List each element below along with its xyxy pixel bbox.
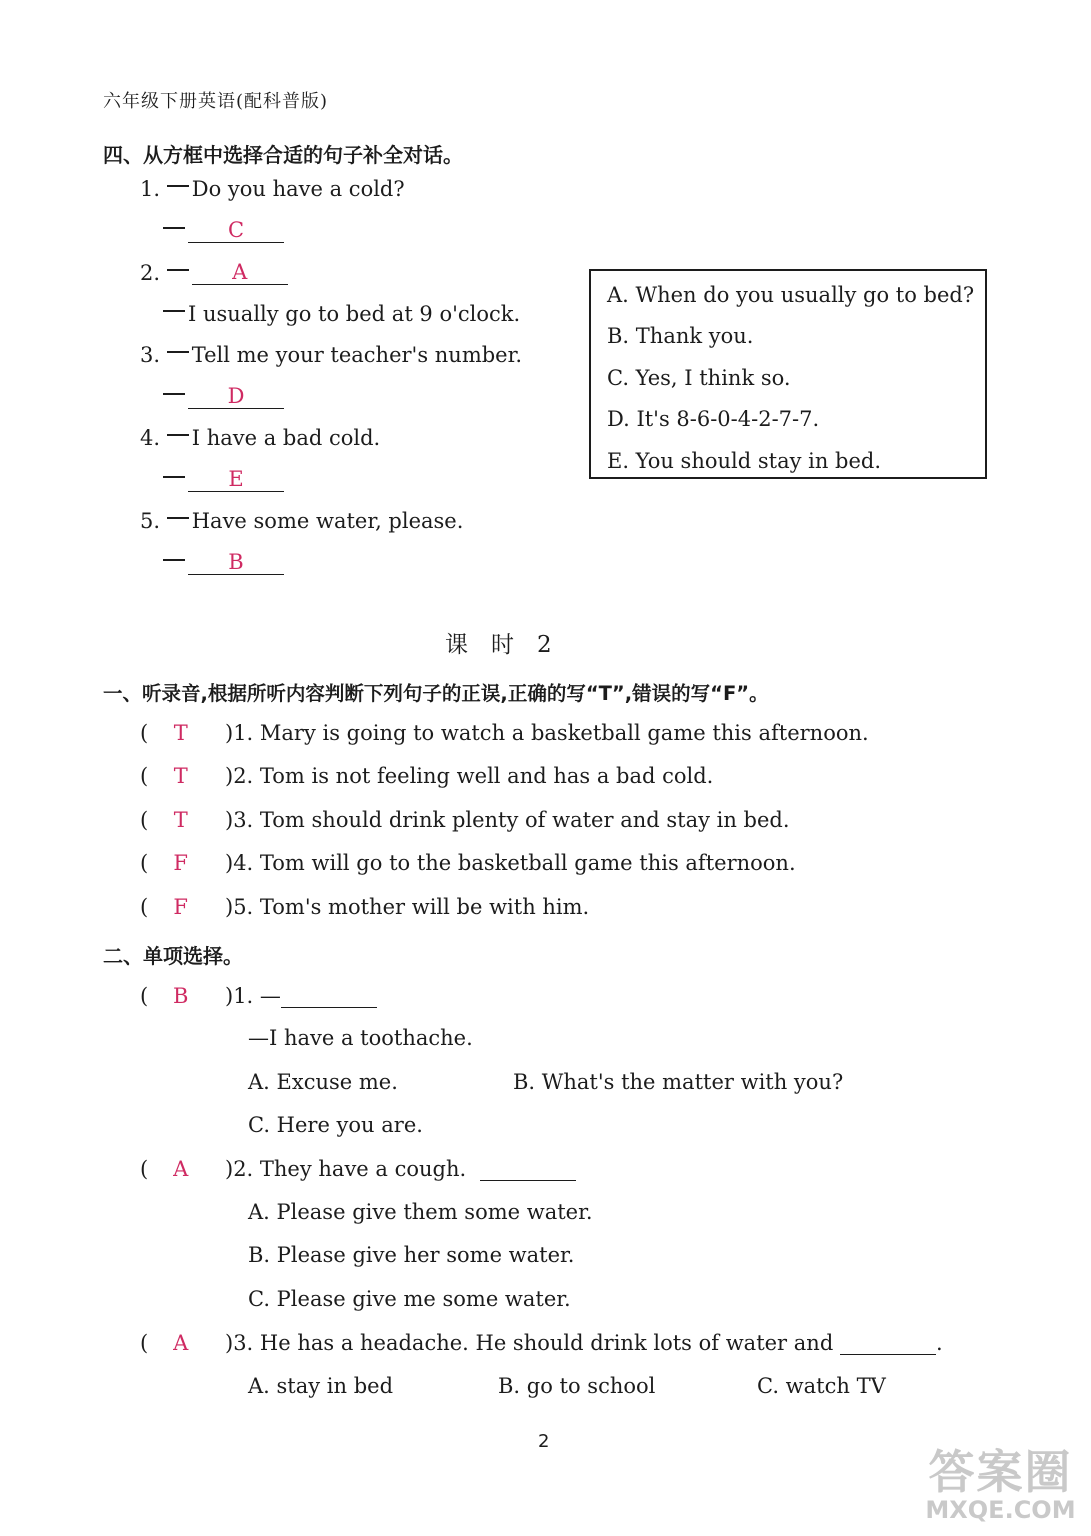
mc-2-option-c: C. Please give me some water. xyxy=(248,1287,571,1311)
handwritten-answer[interactable]: T xyxy=(173,808,188,832)
tf-item-5 xyxy=(140,895,589,919)
handwritten-answer: B xyxy=(228,550,244,574)
open-paren: ( xyxy=(140,851,149,875)
dialogue-4-question xyxy=(140,426,380,450)
dash xyxy=(163,310,185,312)
option-a: A. When do you usually go to bed? xyxy=(607,283,975,307)
question-text: Have some water, please. xyxy=(191,509,464,533)
option-e: E. You should stay in bed. xyxy=(607,449,882,473)
handwritten-answer: A xyxy=(232,260,248,284)
handwritten-answer[interactable]: T xyxy=(173,721,188,745)
watermark-line1: 答案圈 xyxy=(928,1445,1073,1499)
mc-question-1 xyxy=(140,983,377,1008)
mc-3-option-c: C. watch TV xyxy=(757,1374,886,1398)
handwritten-answer[interactable]: A xyxy=(173,1331,189,1355)
tf-item-4 xyxy=(140,851,796,875)
dash xyxy=(167,434,189,436)
handwritten-answer[interactable]: B xyxy=(172,984,189,1008)
watermark-logo xyxy=(918,1445,1083,1524)
question-text: Do you have a cold? xyxy=(191,177,405,201)
dialogue-5-answer-line xyxy=(163,550,284,575)
answer-blank[interactable] xyxy=(840,1330,936,1355)
tf-item-1 xyxy=(140,721,869,745)
option-d: D. It's 8-6-0-4-2-7-7. xyxy=(607,407,820,431)
answer-blank[interactable] xyxy=(188,218,284,243)
answer-blank[interactable] xyxy=(281,983,377,1008)
answer-blank[interactable] xyxy=(188,384,284,409)
open-paren: ( xyxy=(140,764,149,788)
dash xyxy=(163,559,185,561)
open-paren: ( xyxy=(140,721,149,745)
tf-item-3 xyxy=(140,808,790,832)
dialogue-4-answer-line xyxy=(163,467,284,492)
handwritten-answer[interactable]: F xyxy=(173,895,188,919)
statement-text: )5. Tom's mother will be with him. xyxy=(225,895,590,919)
mc-question-2 xyxy=(140,1156,576,1181)
dialogue-3-question xyxy=(140,343,522,367)
mc-question-3 xyxy=(140,1330,943,1355)
item-number: 1. xyxy=(140,177,161,201)
statement-text: )3. Tom should drink plenty of water and stay in bed. xyxy=(225,808,790,832)
open-paren: ( xyxy=(140,1157,149,1181)
dialogue-2-reply xyxy=(163,302,520,326)
question-stem: )3. He has a headache. He should drink lots of water and xyxy=(225,1331,834,1355)
section-title-part2: 二、单项选择。 xyxy=(103,944,243,968)
handwritten-answer[interactable]: A xyxy=(173,1157,189,1181)
mc-2-option-b: B. Please give her some water. xyxy=(248,1243,575,1267)
option-c: C. Yes, I think so. xyxy=(607,366,791,390)
handwritten-answer: D xyxy=(227,384,245,408)
mc-3-option-a: A. stay in bed xyxy=(248,1374,394,1398)
dialogue-2-question xyxy=(140,260,288,285)
mc-3-option-b: B. go to school xyxy=(498,1374,656,1398)
question-text: I have a bad cold. xyxy=(191,426,381,450)
dash xyxy=(167,269,189,271)
item-number: 3. xyxy=(140,343,161,367)
section-title-part1: 一、听录音,根据所听内容判断下列句子的正误,正确的写“T”,错误的写“F”。 xyxy=(103,682,769,705)
item-number: 2. xyxy=(140,261,161,285)
section-title-part4: 四、从方框中选择合适的句子补全对话。 xyxy=(103,143,463,167)
dialogue-1-answer-line xyxy=(163,218,284,243)
question-stem: )2. They have a cough. xyxy=(225,1157,467,1181)
mc-1-option-b: B. What's the matter with you? xyxy=(513,1070,844,1094)
answer-blank[interactable] xyxy=(188,467,284,492)
answer-blank[interactable] xyxy=(188,550,284,575)
mc-1-option-a: A. Excuse me. xyxy=(248,1070,398,1094)
statement-text: )2. Tom is not feeling well and has a bad cold. xyxy=(225,764,714,788)
stem-end: . xyxy=(935,1331,943,1355)
page-number: 2 xyxy=(538,1431,550,1452)
statement-text: )4. Tom will go to the basketball game this afternoon. xyxy=(225,851,796,875)
dialogue-5-question xyxy=(140,509,463,533)
item-number: 5. xyxy=(140,509,161,533)
reply-text: I usually go to bed at 9 o'clock. xyxy=(188,302,521,326)
handwritten-answer: E xyxy=(228,467,244,491)
options-box xyxy=(589,269,987,479)
statement-text: )1. Mary is going to watch a basketball game this afternoon. xyxy=(225,721,869,745)
book-header: 六年级下册英语(配科普版) xyxy=(103,91,329,112)
handwritten-answer[interactable]: F xyxy=(173,851,188,875)
mc-2-option-a: A. Please give them some water. xyxy=(248,1200,593,1224)
handwritten-answer[interactable]: T xyxy=(173,764,188,788)
answer-blank[interactable] xyxy=(192,260,288,285)
question-number: )1. — xyxy=(225,984,281,1008)
open-paren: ( xyxy=(140,808,149,832)
open-paren: ( xyxy=(140,1331,149,1355)
open-paren: ( xyxy=(140,984,149,1008)
dialogue-1-question xyxy=(140,177,405,201)
dash xyxy=(163,393,185,395)
watermark-line2: MXQE.COM xyxy=(925,1496,1076,1524)
dash xyxy=(163,476,185,478)
handwritten-answer: C xyxy=(227,218,245,242)
mc-1-option-c: C. Here you are. xyxy=(248,1113,423,1137)
dialogue-3-answer-line xyxy=(163,384,284,409)
dash xyxy=(163,227,185,229)
open-paren: ( xyxy=(140,895,149,919)
answer-blank[interactable] xyxy=(480,1156,576,1181)
option-b: B. Thank you. xyxy=(607,324,754,348)
item-number: 4. xyxy=(140,426,161,450)
dash xyxy=(167,185,189,187)
mc-1-reply: —I have a toothache. xyxy=(248,1026,473,1050)
tf-item-2 xyxy=(140,764,713,788)
lesson-title: 课 时 2 xyxy=(445,632,552,658)
question-text: Tell me your teacher's number. xyxy=(191,343,523,367)
dash xyxy=(167,517,189,519)
dash xyxy=(167,351,189,353)
